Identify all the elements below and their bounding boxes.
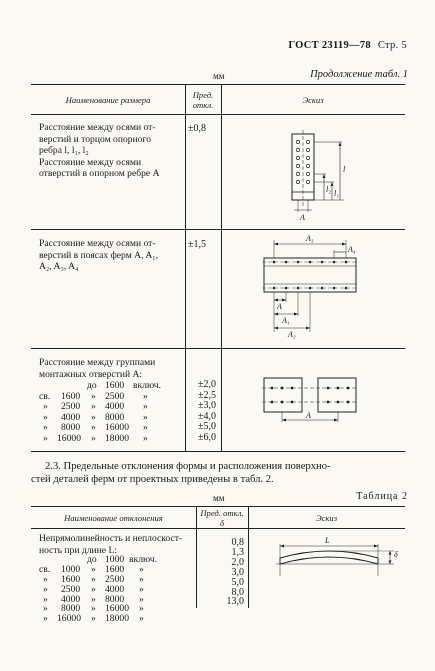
table1-top-rule	[31, 84, 405, 85]
range-row: св. 1000 » 1600 »	[39, 563, 144, 575]
sketch-table2-label-delta: δ	[394, 550, 398, 559]
table1-col-divider-2	[221, 84, 222, 452]
sketch-row3-mounting-holes	[262, 372, 362, 452]
sketch-row1-label-l2: l₂	[326, 185, 332, 194]
sketch-row3-label-a: A	[306, 411, 311, 420]
sketch-row2-label-a1: A₁	[282, 316, 290, 325]
table1-header-rule	[31, 114, 405, 115]
sketch-table2-label-l: L	[325, 536, 330, 545]
table2-row-name: Непрямолинейность и неплоскост- ность при длине L:	[39, 533, 183, 556]
table1-row3-ranges	[39, 380, 184, 443]
sketch-row2-label-a4: A₄	[348, 245, 356, 254]
table1-row2-tolerance: ±1,5	[188, 239, 206, 250]
table1-row-divider-1	[31, 229, 405, 230]
range-row: до 1600 включ.	[87, 380, 162, 391]
sketch-row1-label-a: A	[300, 213, 305, 222]
sketch-row1-label-l1: l₁	[334, 189, 340, 198]
sketch-row1-label-l: l	[343, 165, 346, 174]
table1-row3-name: Расстояние между группами монтажных отверстий A:	[39, 357, 156, 380]
table1-row-divider-2	[31, 348, 405, 349]
page-header	[288, 40, 407, 51]
table2-row-tolerances: 0,8 1,3 2,0 3,0 5,0 8,0 13,0	[226, 537, 244, 608]
table2-row-ranges	[39, 555, 195, 624]
table2-header-name: Наименование отклонения	[64, 513, 163, 523]
range-row: » 16000 » 18000 »	[43, 432, 148, 444]
range-row: » 2500 » 4000 »	[43, 401, 148, 412]
table1-row1-tolerance: ±0,8	[188, 123, 206, 134]
sketch-row2-label-a2: A₂	[288, 330, 296, 339]
range-row: до 1000 включ.	[87, 554, 158, 565]
range-row: » 8000 » 16000 »	[43, 422, 148, 433]
table2-header-rule	[31, 528, 405, 529]
range-row: » 4000 » 8000 »	[43, 593, 144, 605]
sketch-row2-truss-chord	[262, 234, 362, 339]
standard-number: ГОСТ 23119—78	[288, 40, 371, 51]
table2-title: Таблица 2	[356, 491, 408, 502]
table1-header-sketch: Эскиз	[302, 95, 324, 105]
range-row: » 2500 » 4000 »	[43, 583, 144, 595]
table2-top-rule	[31, 506, 405, 507]
table2-units: мм	[213, 493, 225, 503]
page-number: Стр. 5	[377, 40, 407, 51]
sketch-row2-label-a3: A₃	[306, 234, 314, 243]
table1-continuation: Продолжение табл. 1	[310, 69, 408, 80]
range-row: » 4000 » 8000 »	[43, 411, 148, 423]
range-row: » 8000 » 16000 »	[43, 603, 144, 615]
range-row: » 16000 » 18000 »	[43, 613, 144, 625]
sketch-table2-straightness	[270, 534, 410, 584]
sketch-row1-support-rib	[270, 126, 370, 226]
range-row: св. 1600 » 2500 »	[39, 390, 148, 402]
range-row: » 1600 » 2500 »	[43, 573, 144, 585]
table1-units: мм	[213, 71, 225, 81]
paragraph-2-3: 2.3. Предельные отклонения формы и расположения поверхно- стей деталей ферм от проектных приведены в табл. 2.	[31, 461, 331, 485]
table2-header-sketch: Эскиз	[315, 513, 338, 523]
table2-header-tolerance: Пред. откл. δ	[200, 508, 244, 528]
table1-row3-tolerances: ±2,0 ±2,5 ±3,0 ±4,0 ±5,0 ±6,0	[198, 379, 216, 443]
table1-header-tolerance: Пред. откл.	[192, 90, 214, 110]
table1-row2-name: Расстояние между осями от- верстий в поясах ферм A, A₁, A₂, A₃, A₄	[39, 238, 159, 272]
table1-row1-name: Расстояние между осями от- верстий и торцом опорного ребра l, l₁, l₂ Расстояние между осями отверстий в опорном ребре A	[39, 122, 160, 179]
table1-header-name: Наименование размера	[65, 95, 151, 105]
sketch-row2-label-a: A	[277, 302, 282, 311]
